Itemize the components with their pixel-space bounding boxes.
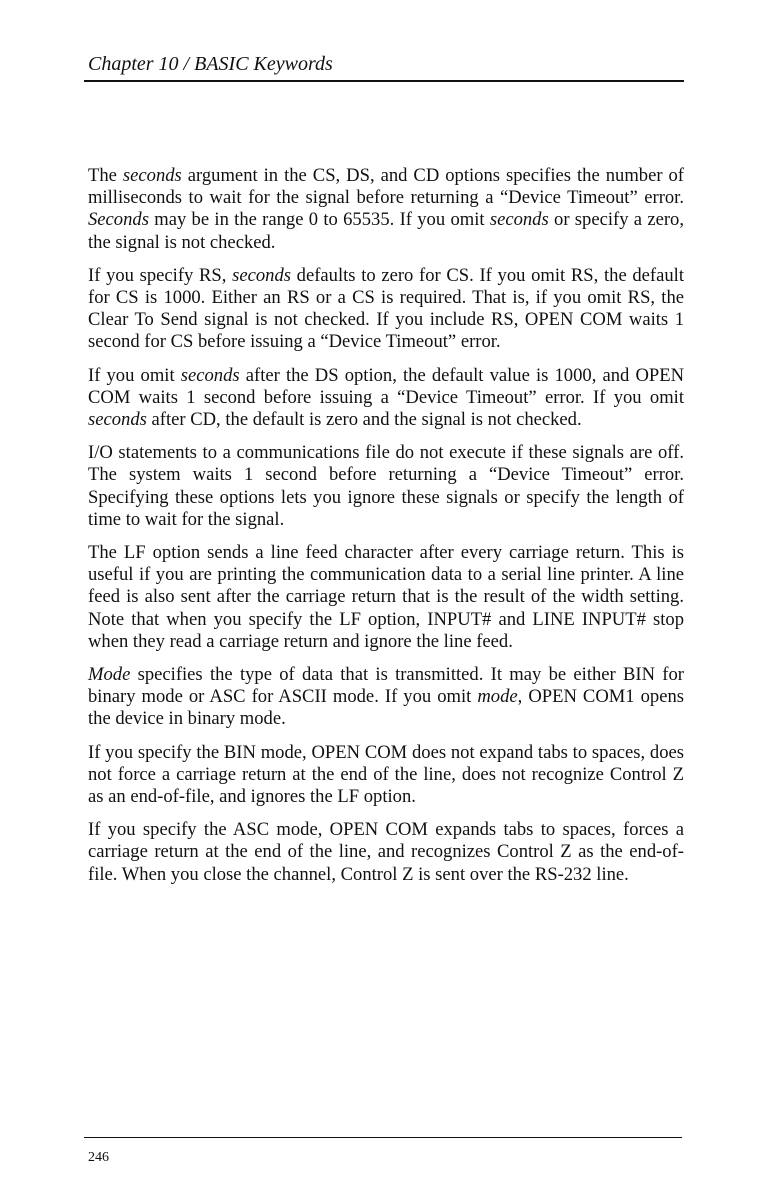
paragraph-8 (88, 819, 684, 886)
paragraph-3 (88, 365, 684, 432)
paragraph-5 (88, 542, 684, 653)
italic-term: Mode (88, 664, 131, 686)
paragraph-7 (88, 742, 684, 809)
text-run: may be in the range 0 to 65535. If you omit (148, 209, 490, 231)
paragraph-1 (88, 165, 684, 254)
text-run: I/O statements to a communications file do not execute if these signals are off. The system waits 1 second before returning a “Device Timeout” error. Specifying these options lets you ignore these signals or specify the length of time to wait for the signal. (88, 442, 684, 530)
text-run: or specify a zero, the signal is not checked. (88, 209, 684, 253)
text-run: , OPEN COM1 opens the device in binary mode. (88, 686, 684, 730)
italic-term: seconds (88, 409, 147, 431)
text-run: If you specify RS, (88, 264, 233, 286)
italic-term: seconds (232, 264, 291, 286)
text-run: specifies the type of data that is transmitted. It may be either BIN for binary mode or ASC for ASCII mode. If you omit (88, 664, 684, 708)
paragraph-6 (88, 664, 684, 731)
italic-term: seconds (489, 209, 549, 231)
text-run: after CD, the default is zero and the signal is not checked. (146, 409, 582, 431)
text-run: defaults to zero for CS. If you omit RS, the default for CS is 1000. Either an RS or a CS is required. That is, if you omit RS, the Clear To Send signal is not checked. If you include RS, OPEN COM waits 1 second for CS before issuing a “Device Timeout” error. (88, 264, 685, 353)
text-run: after the DS option, the default value is 1000, and OPEN COM waits 1 second before issuing a “Device Timeout” error. If you omit (88, 364, 685, 408)
italic-term: Seconds (88, 209, 149, 231)
page-number: 246 (88, 1150, 109, 1165)
text-run: If you specify the BIN mode, OPEN COM does not expand tabs to spaces, does not force a carriage return at the end of the line, does not recognize Control Z as an end-of-file, and ignores the LF option. (88, 741, 684, 808)
header-rule (84, 80, 684, 82)
italic-term: mode (477, 686, 518, 708)
chapter-header: Chapter 10 / BASIC Keywords (88, 53, 333, 75)
text-run: The (88, 165, 123, 186)
text-run: If you omit (88, 364, 181, 386)
paragraph-4 (88, 442, 684, 531)
italic-term: seconds (180, 364, 240, 386)
text-run: If you specify the ASC mode, OPEN COM expands tabs to spaces, forces a carriage return at the end of the line, and recognizes Control Z as the end-of-file. When you close the channel, Control Z is sent over the RS-232 line. (88, 819, 684, 885)
italic-term: seconds (122, 165, 182, 186)
text-run: argument in the CS, DS, and CD options specifies the number of milliseconds to wait for the signal before returning a “Device Timeout” error. (88, 165, 684, 209)
footer-rule (84, 1137, 682, 1138)
body-text (88, 165, 684, 897)
paragraph-2 (88, 265, 684, 354)
text-run: The LF option sends a line feed character after every carriage return. This is useful if you are printing the communication data to a serial line printer. A line feed is also sent after the carriage return that is the result of the width setting. Note that when you specify the LF option, INPUT# and LINE INPUT# stop when they read a carriage return and ignore the line feed. (88, 542, 684, 652)
